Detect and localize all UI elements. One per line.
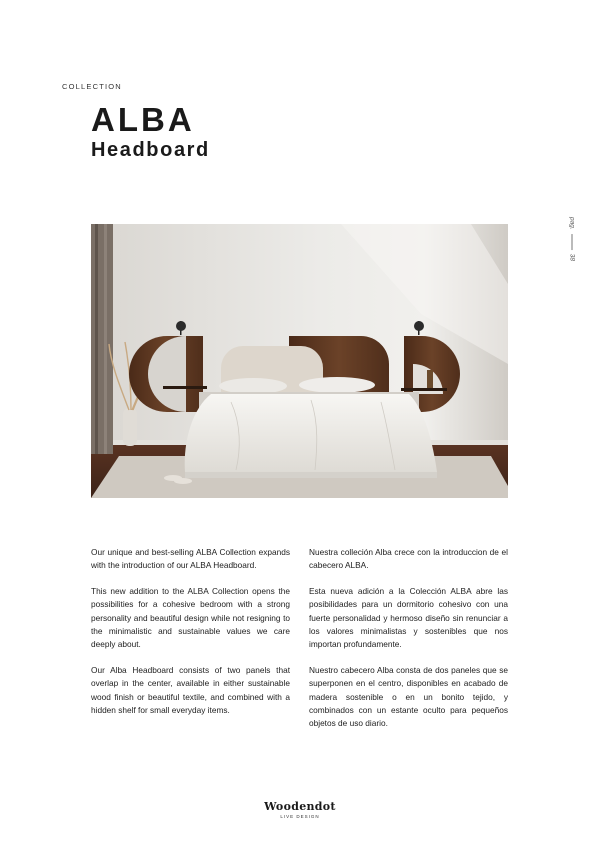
brand-footer [0,800,600,819]
english-paragraph-3: Our Alba Headboard consists of two panels that overlap in the center, available in either sustainable wood finish or beautiful textile, and combined with a hidden shelf for small everyday items. [91,664,290,716]
spanish-paragraph-3: Nuestro cabecero Alba consta de dos paneles que se superponen en el centro, disponibles en acabado de madera sostenible o en un bonito tejido, y combinados con un estante oculto para pequeños objetos de uso diario. [309,664,508,729]
page-label: pag. [568,217,576,230]
page-number: 38 [568,253,576,261]
spanish-paragraph-1: Nuestra colleción Alba crece con la introduccion de el cabecero ALBA. [309,547,508,571]
spanish-paragraph-2: Esta nueva adición a la Colección ALBA abre las posibilidades para un dormitorio cohesivo con una fuerte personalidad y hermoso diseño sin renunciar a los valores minimalistas y sostenibles que nos importan profundamente. [309,585,508,650]
page-subtitle: Headboard [91,139,210,161]
page-marker [562,214,582,264]
english-text-column [91,546,290,729]
english-paragraph-2: This new addition to the ALBA Collection opens the possibilities for a cohesive bedroom with a strong personality and beautiful design while not resigning to the minimalistic and sustainable values we care deeply about. [91,585,290,650]
brand-logo: Woodendot [264,800,336,813]
collection-eyebrow: COLLECTION [62,82,122,91]
spanish-text-column [309,546,508,743]
bedroom-photo-icon [91,224,508,498]
english-paragraph-1: Our unique and best-selling ALBA Collection expands with the introduction of our ALBA Headboard. [91,547,290,571]
page-title: ALBA [91,101,195,138]
brand-tagline: LIVE DESIGN [280,814,320,819]
page-marker-line [572,234,573,250]
hero-image [91,224,508,498]
